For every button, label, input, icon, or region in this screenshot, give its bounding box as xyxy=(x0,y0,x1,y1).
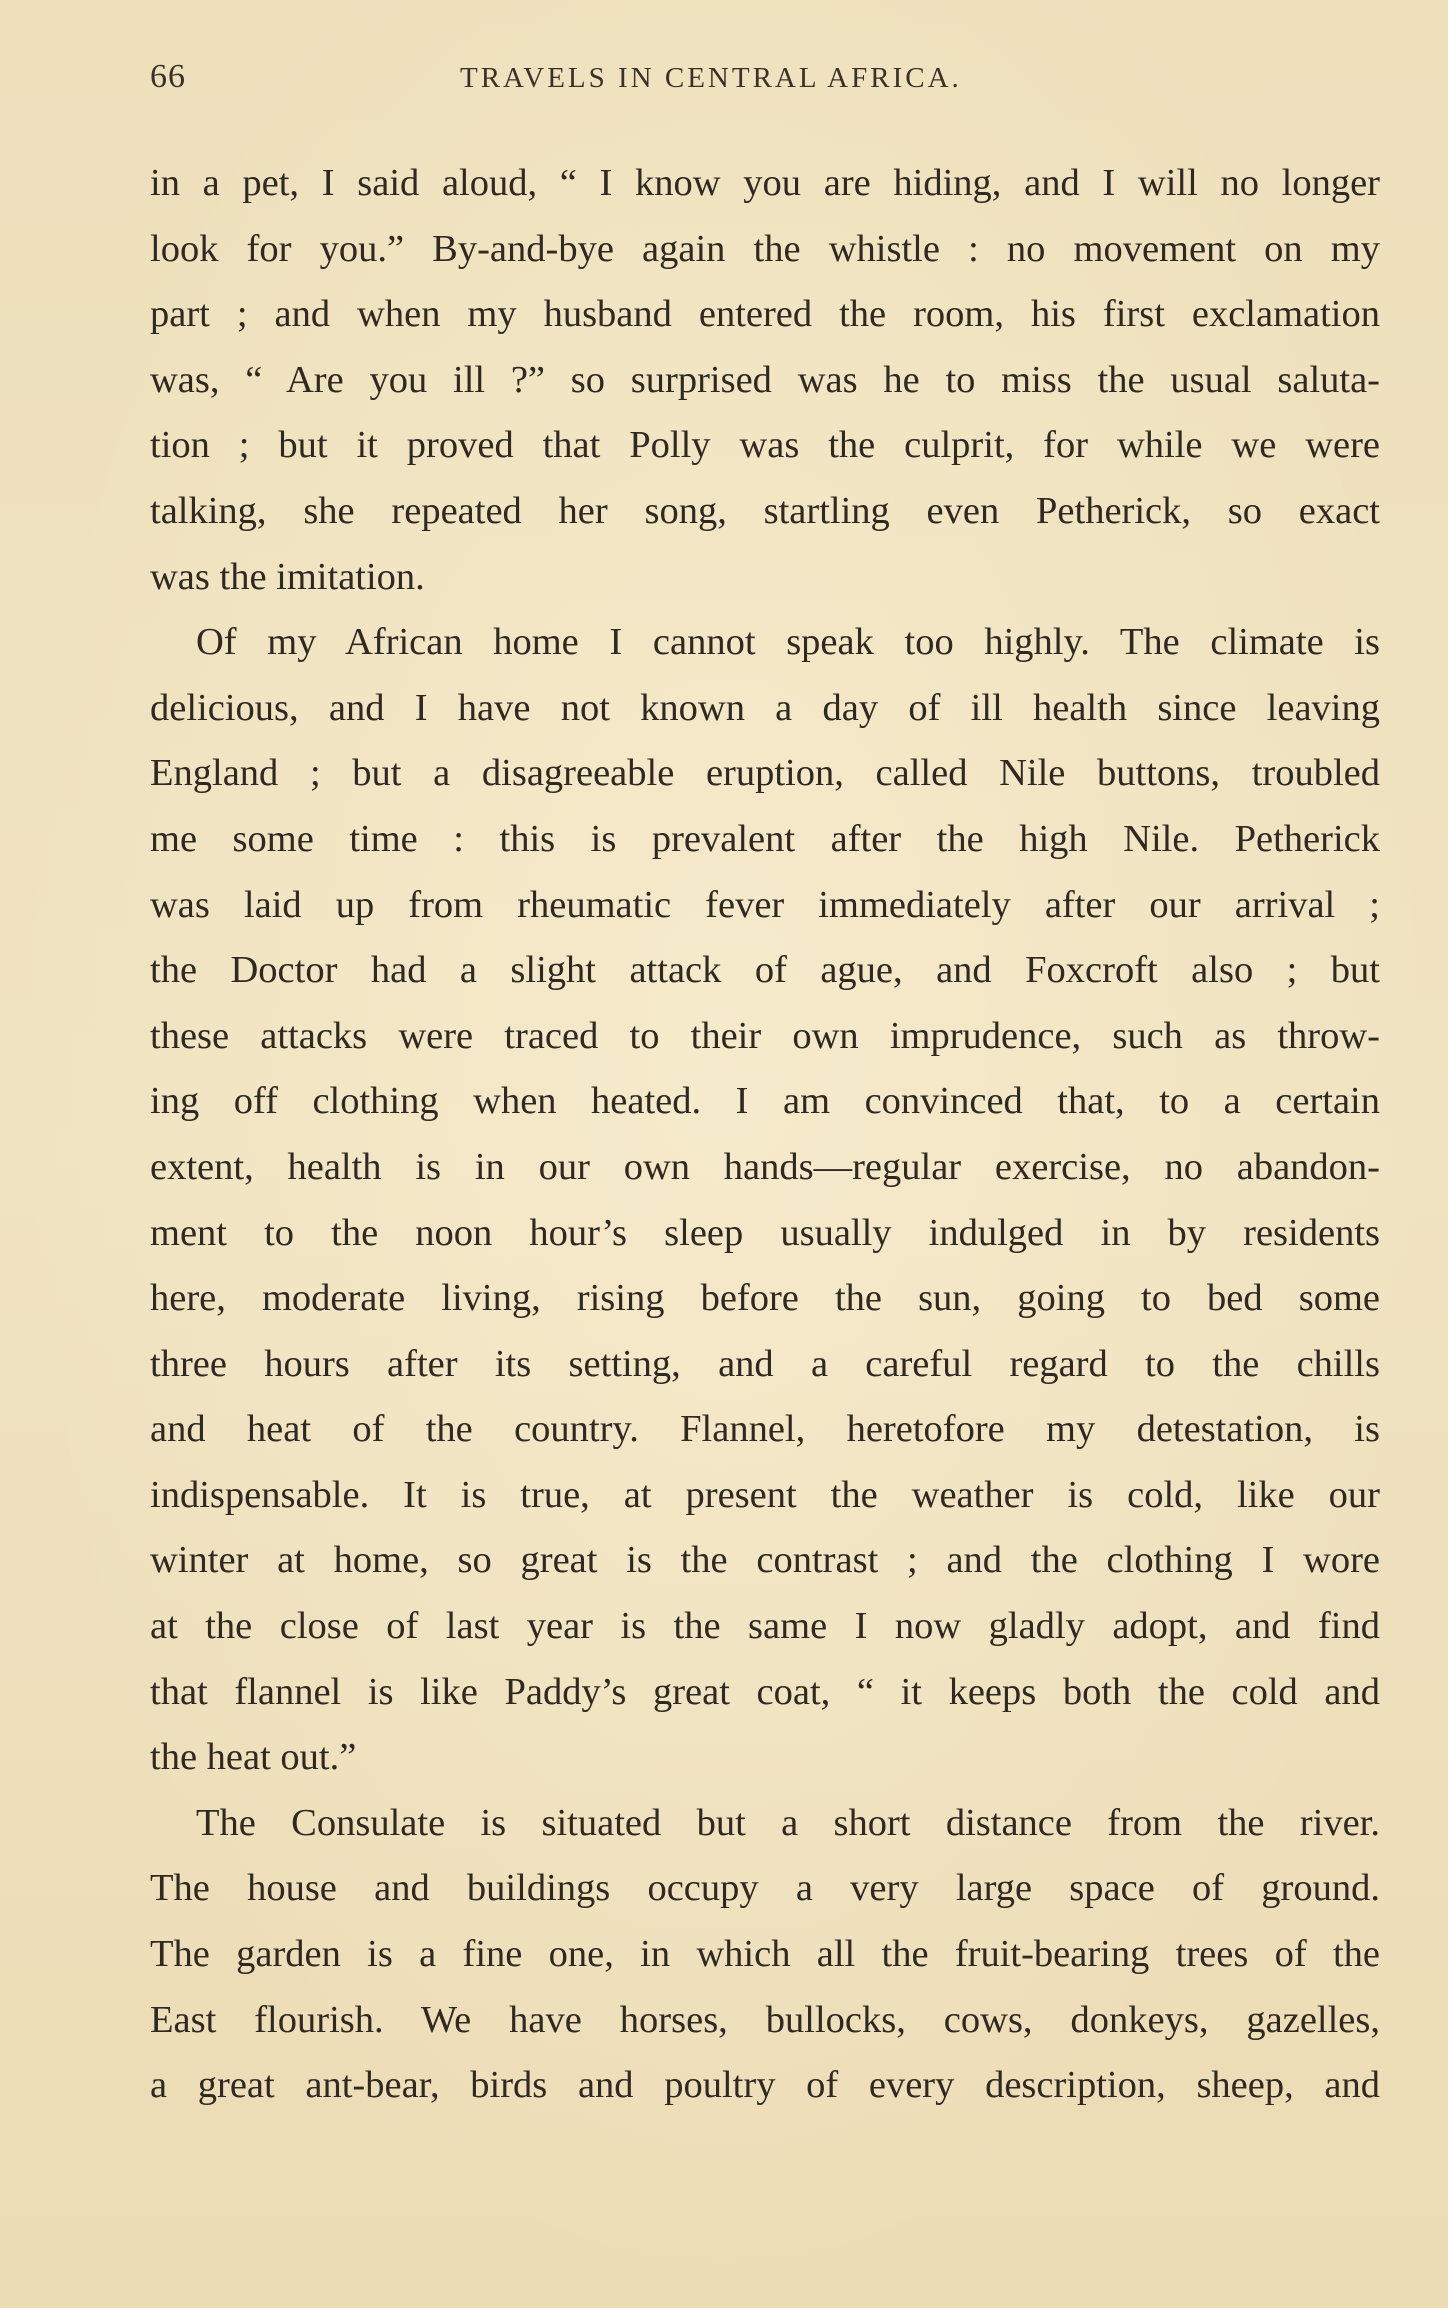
text-line: indispensable. It is true, at present the weather is cold, like our xyxy=(150,1473,1380,1516)
paragraph-end-line: the heat out.” xyxy=(150,1736,357,1779)
text-line: was laid up from rheumatic fever immediately after our arrival ; xyxy=(150,883,1380,926)
text-line: England ; but a disagreeable eruption, called Nile buttons, troubled xyxy=(150,752,1380,795)
text-line: at the close of last year is the same I now gladly adopt, and find xyxy=(150,1605,1380,1648)
text-line: in a pet, I said aloud, “ I know you are hiding, and I will no longer xyxy=(150,162,1380,204)
paragraph-start-line: Of my African home I cannot speak too highly. The climate is xyxy=(196,621,1380,664)
running-title: TRAVELS IN CENTRAL AFRICA. xyxy=(460,62,962,94)
text-line: me some time : this is prevalent after the high Nile. Petherick xyxy=(150,817,1380,860)
text-line: and heat of the country. Flannel, heretofore my detestation, is xyxy=(150,1408,1380,1451)
page-header xyxy=(150,58,1380,98)
paragraph-start-line: The Consulate is situated but a short distance from the river. xyxy=(196,1801,1380,1844)
text-line: three hours after its setting, and a careful regard to the chills xyxy=(150,1342,1380,1385)
text-line: was, “ Are you ill ?” so surprised was he to miss the usual saluta- xyxy=(150,358,1380,401)
text-line: extent, health is in our own hands—regular exercise, no abandon- xyxy=(150,1145,1380,1188)
text-line: The garden is a fine one, in which all the fruit-bearing trees of the xyxy=(150,1933,1380,1976)
text-line: part ; and when my husband entered the room, his first exclamation xyxy=(150,293,1380,336)
text-line: ment to the noon hour’s sleep usually indulged in by residents xyxy=(150,1211,1380,1254)
text-line: that flannel is like Paddy’s great coat, “ it keeps both the cold and xyxy=(150,1670,1380,1713)
text-line: The house and buildings occupy a very large space of ground. xyxy=(150,1867,1380,1910)
text-line: look for you.” By-and-bye again the whistle : no movement on my xyxy=(150,227,1380,270)
text-line: winter at home, so great is the contrast ; and the clothing I wore xyxy=(150,1539,1380,1582)
page-number: 66 xyxy=(150,58,186,95)
text-line: the Doctor had a slight attack of ague, and Foxcroft also ; but xyxy=(150,949,1380,992)
text-line: here, moderate living, rising before the sun, going to bed some xyxy=(150,1277,1380,1320)
text-line: a great ant-bear, birds and poultry of every description, sheep, and xyxy=(150,2064,1380,2107)
body-text xyxy=(150,151,1380,2119)
text-line: ing off clothing when heated. I am convinced that, to a certain xyxy=(150,1080,1380,1123)
text-line: talking, she repeated her song, startling even Petherick, so exact xyxy=(150,489,1380,532)
paragraph-end-line: was the imitation. xyxy=(150,555,425,598)
text-line: tion ; but it proved that Polly was the culprit, for while we were xyxy=(150,424,1380,467)
text-line: East flourish. We have horses, bullocks, cows, donkeys, gazelles, xyxy=(150,1998,1380,2041)
text-line: these attacks were traced to their own imprudence, such as throw- xyxy=(150,1014,1380,1057)
text-line: delicious, and I have not known a day of ill health since leaving xyxy=(150,686,1380,729)
